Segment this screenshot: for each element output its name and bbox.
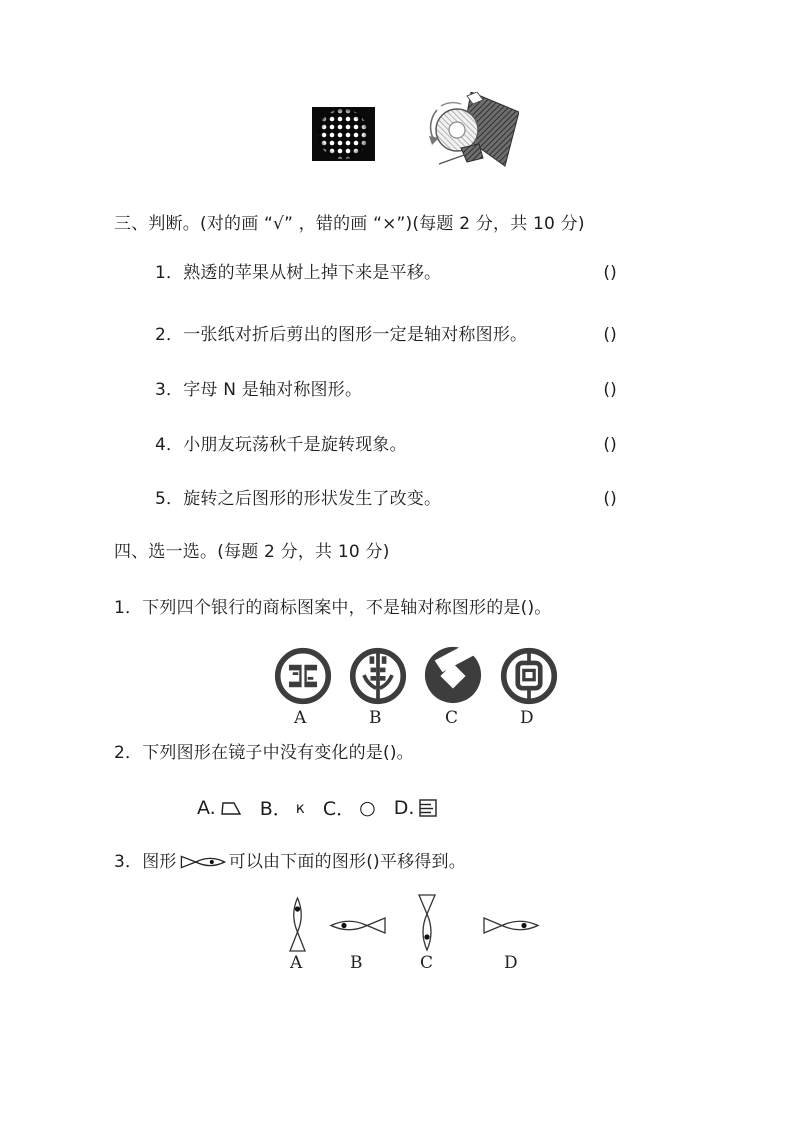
ccb-bank-logo-icon[interactable] [423,645,483,705]
judge-item-4 [155,434,617,457]
fish-shape-left-icon[interactable] [329,915,387,936]
judge-item-1-answer-blank[interactable]: () [603,263,617,283]
boc-bank-logo-icon[interactable] [500,647,558,705]
section-4-title: 四、选一选。(每题 2 分，共 10 分) [114,542,390,562]
judge-item-5-answer-blank[interactable]: () [603,489,617,509]
circle-shape: ○ [359,796,376,819]
judge-item-3-text: 3．字母 N 是轴对称图形。 [155,380,363,400]
q2-options-line [197,794,438,821]
judge-item-1 [155,262,617,285]
q3-text-after: 可以由下面的图形()平移得到。 [228,852,466,872]
judge-item-1-text: 1．熟透的苹果从树上掉下来是平移。 [155,263,442,283]
q3-option-c-label[interactable]: C [420,953,434,973]
judge-item-3-answer-blank[interactable]: () [603,380,617,400]
judge-item-3 [155,379,617,402]
section-3-title: 三、判断。(对的画 “√” ，错的画 “×”)(每题 2 分，共 10 分) [114,214,585,234]
q2-option-a-label[interactable]: A. [197,796,216,819]
icbc-bank-logo-icon[interactable] [274,647,332,705]
q1-option-a-label[interactable]: A [294,708,307,728]
q2-option-c-label[interactable]: C． [322,798,356,820]
abc-bank-logo-icon[interactable] [349,647,407,705]
judge-item-4-text: 4．小朋友玩荡秋千是旋转现象。 [155,435,407,455]
q2-option-d-label[interactable]: D. [393,796,415,819]
q2-option-b-label[interactable]: B． [259,798,292,820]
q3-option-d-label[interactable]: D [504,953,518,973]
boxed-e-shape-icon [418,798,438,818]
judge-item-2 [155,324,617,347]
fish-shape-inline-icon [179,854,227,870]
letter-k-shape: к [295,798,305,817]
fish-shape-right-icon[interactable] [482,915,540,936]
q3-text-before: 3．图形 [114,852,177,872]
q1-option-b-label[interactable]: B [369,708,382,728]
dotted-sphere-image [312,107,375,161]
q3-option-a-label[interactable]: A [290,953,303,973]
fish-shape-vertical-down-icon[interactable] [416,892,438,954]
q3-option-b-label[interactable]: B [350,953,363,973]
rotating-object-image [427,92,519,172]
choice-q3-text [114,851,466,874]
choice-q1-text: 1．下列四个银行的商标图案中，不是轴对称图形的是()。 [114,598,552,618]
trapezoid-shape-icon [220,799,242,817]
dotted-sphere-icon [312,107,375,161]
rotating-tape-icon [427,92,519,172]
judge-item-5-text: 5．旋转之后图形的形状发生了改变。 [155,489,442,509]
judge-item-2-answer-blank[interactable]: () [603,325,617,345]
judge-item-2-text: 2．一张纸对折后剪出的图形一定是轴对称图形。 [155,325,528,345]
q1-option-d-label[interactable]: D [520,708,534,728]
judge-item-5 [155,488,617,511]
q1-option-c-label[interactable]: C [445,708,459,728]
judge-item-4-answer-blank[interactable]: () [603,435,617,455]
fish-shape-vertical-up-icon[interactable] [287,896,308,954]
choice-q2-text: 2．下列图形在镜子中没有变化的是()。 [114,743,414,763]
